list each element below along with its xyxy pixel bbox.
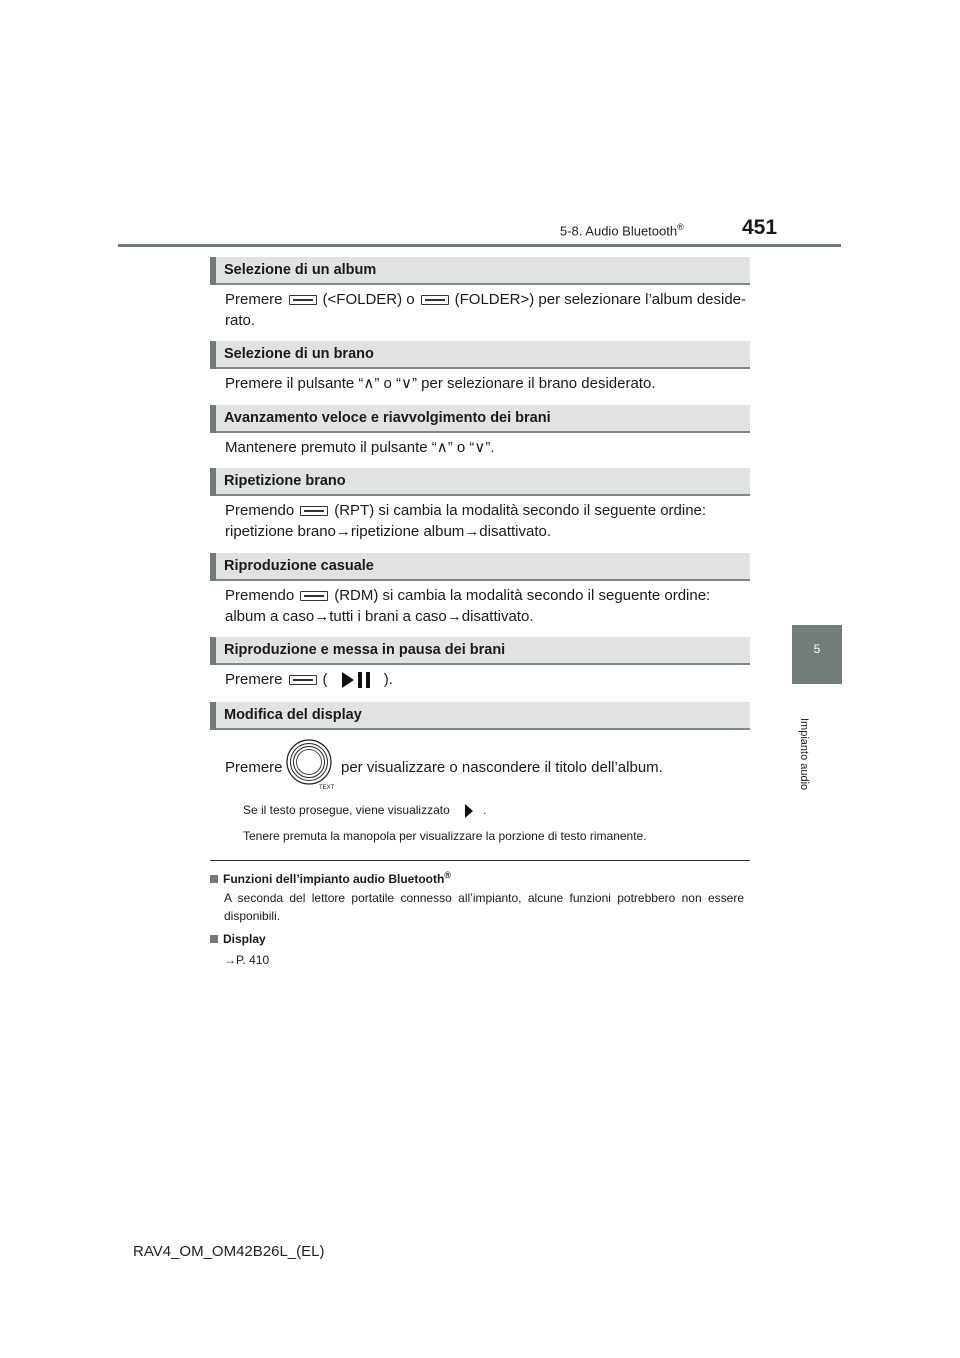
chapter-tab-label: Impianto audio	[798, 718, 810, 791]
scroll-arrow-icon	[457, 803, 479, 819]
note-text-bluetooth: A seconda del lettore portatile connesso all’impianto, alcune funzioni potrebbero non essere disponibili.	[224, 891, 744, 923]
section-body-display-post: per visualizzare o nascondere il titolo dell’album.	[341, 759, 663, 776]
display-note-1: Se il testo prosegue, viene visualizzato .	[243, 803, 487, 818]
play-pause-icon	[340, 670, 376, 690]
running-header: 5-8. Audio Bluetooth®	[560, 222, 684, 239]
notes-divider	[210, 860, 750, 861]
section-heading-album: Selezione di un album	[210, 257, 750, 285]
svg-text:TEXT: TEXT	[319, 785, 335, 790]
section-heading-track: Selezione di un brano	[210, 341, 750, 369]
section-body-repeat: Premendo (RPT) si cambia la modalità secondo il seguente ordine: ripetizione brano→ripetizione album→disattivato.	[225, 502, 707, 540]
section-body-shuffle: Premendo (RDM) si cambia la modalità secondo il seguente ordine: album a caso→tutti i brani a caso→disattivato.	[225, 587, 711, 625]
note-title-bluetooth: Funzioni dell’impianto audio Bluetooth®	[210, 870, 451, 886]
section-body-album: Premere (<FOLDER) o (FOLDER>) per selezionare l’album deside- rato.	[225, 291, 747, 329]
section-body-fast-forward: Mantenere premuto il pulsante “∧” o “∨”.	[225, 439, 495, 456]
display-note-2: Tenere premuta la manopola per visualizzare la porzione di testo rimanente.	[243, 829, 647, 843]
button-icon	[300, 591, 328, 601]
section-body-play-pause: Premere ( ).	[225, 669, 393, 690]
section-heading-fast-forward: Avanzamento veloce e riavvolgimento dei brani	[210, 405, 750, 433]
section-heading-repeat: Ripetizione brano	[210, 468, 750, 496]
button-icon	[289, 675, 317, 685]
header-rule	[118, 244, 841, 247]
section-heading-shuffle: Riproduzione casuale	[210, 553, 750, 581]
section-body-display-pre: Premere	[225, 759, 283, 776]
page-number: 451	[742, 216, 778, 239]
button-icon	[421, 295, 449, 305]
section-heading-play-pause: Riproduzione e messa in pausa dei brani	[210, 637, 750, 665]
square-bullet-icon	[210, 875, 218, 883]
note-title-display: Display	[210, 932, 266, 946]
note-text-display-ref: →P. 410	[224, 953, 270, 967]
section-body-track: Premere il pulsante “∧” o “∨” per selezionare il brano desiderato.	[225, 375, 656, 392]
text-knob-icon	[285, 738, 335, 790]
chapter-tab-number: 5	[813, 642, 821, 656]
section-heading-display: Modifica del display	[210, 702, 750, 730]
document-code: RAV4_OM_OM42B26L_(EL)	[133, 1243, 325, 1260]
button-icon	[289, 295, 317, 305]
button-icon	[300, 506, 328, 516]
square-bullet-icon	[210, 935, 218, 943]
